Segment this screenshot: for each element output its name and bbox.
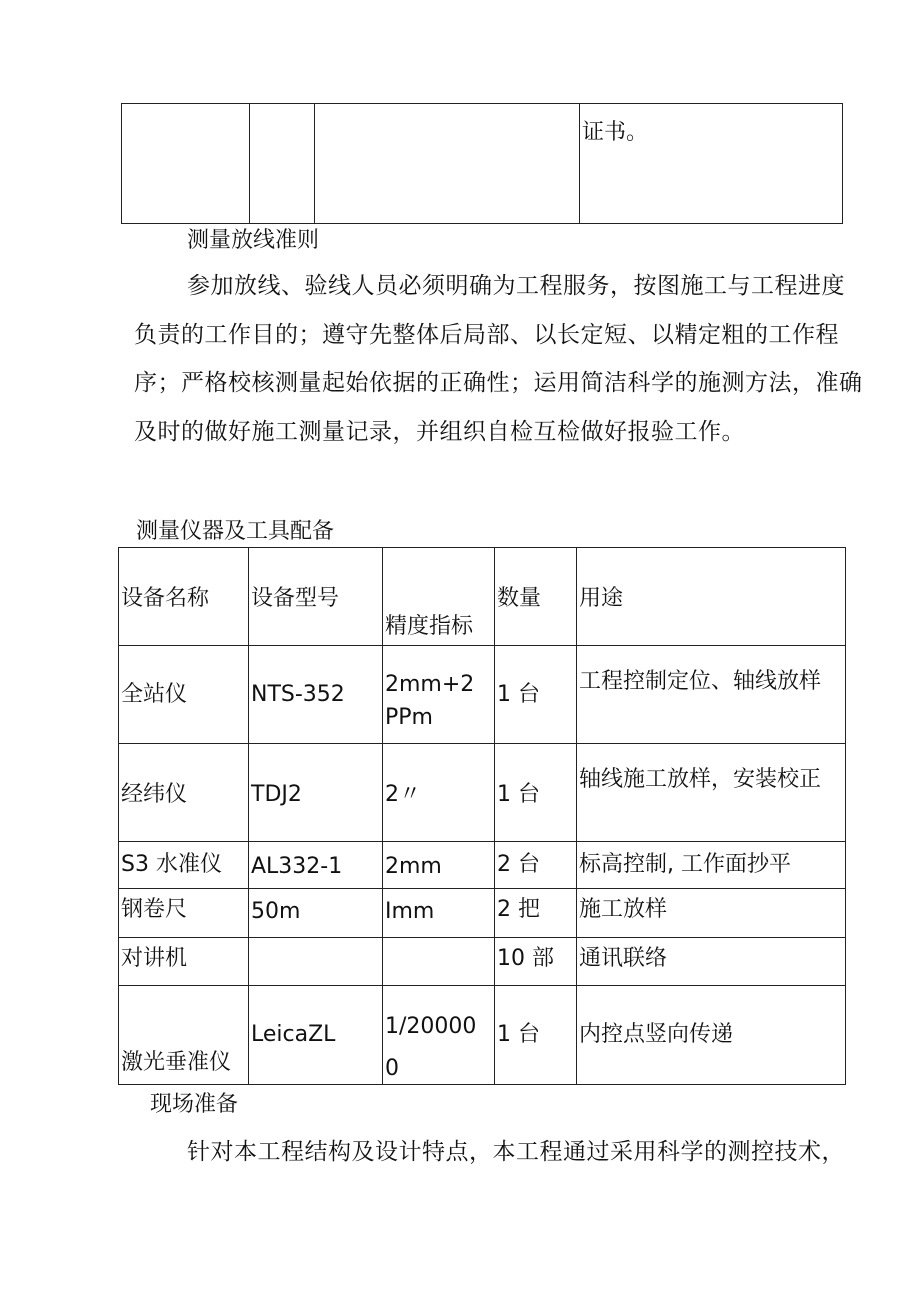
header-device-model: 设备型号	[249, 548, 383, 646]
row3-precision: 2mm	[385, 854, 442, 879]
header-usage: 用途	[577, 548, 846, 646]
row6-name: 激光垂准仪	[121, 1050, 232, 1075]
row3-name: S3 水准仪	[121, 852, 222, 877]
table-row	[119, 646, 846, 744]
header-precision: 精度指标	[383, 548, 495, 646]
top-table-cell-text: 证书。	[582, 120, 649, 145]
row4-precision: Imm	[385, 899, 435, 924]
top-table-cell-1	[122, 104, 250, 224]
row4-model: 50m	[251, 899, 301, 924]
row1-name: 全站仪	[121, 682, 188, 707]
section-heading-site-prep: 现场准备	[150, 1092, 239, 1117]
top-table-cell-2	[250, 104, 315, 224]
row2-precision: 2〃	[385, 782, 421, 807]
row2-qty: 1 台	[497, 782, 540, 807]
row1-qty: 1 台	[497, 682, 540, 707]
row2-model: TDJ2	[251, 782, 302, 807]
table-row	[119, 889, 846, 938]
top-table-cell-3	[315, 104, 580, 224]
row4-usage: 施工放样	[579, 897, 668, 922]
row4-name: 钢卷尺	[121, 897, 188, 922]
row6-usage: 内控点竖向传递	[579, 1022, 734, 1047]
row1-precision: 2mm+2PPm	[385, 672, 475, 730]
paragraph-site-prep: 针对本工程结构及设计特点，本工程通过采用科学的测控技术，	[187, 1139, 845, 1165]
table-row	[119, 842, 846, 889]
row5-qty: 10 部	[497, 946, 554, 971]
row3-usage: 标高控制, 工作面抄平	[579, 852, 791, 877]
row6-model: LeicaZL	[251, 1022, 336, 1047]
row6-qty: 1 台	[497, 1022, 540, 1047]
row5-name: 对讲机	[121, 946, 188, 971]
table-row	[119, 744, 846, 842]
table-row	[119, 938, 846, 986]
row1-model: NTS-352	[251, 682, 345, 707]
instrument-table	[118, 547, 846, 1085]
row3-model: AL332-1	[251, 854, 343, 879]
row2-usage: 轴线施工放样，安装校正	[579, 767, 822, 792]
top-table-cell-4	[580, 104, 843, 224]
top-table	[121, 103, 843, 224]
row6-precision: 1/200000	[385, 1014, 477, 1081]
header-quantity: 数量	[495, 548, 577, 646]
row3-qty: 2 台	[497, 852, 540, 877]
section-heading-survey-rules: 测量放线准则	[187, 228, 320, 253]
row2-name: 经纬仪	[121, 782, 188, 807]
row5-usage: 通讯联络	[579, 946, 668, 971]
table-header-row	[119, 548, 846, 646]
row1-usage: 工程控制定位、轴线放样	[579, 669, 822, 694]
header-device-name: 设备名称	[119, 548, 249, 646]
row4-qty: 2 把	[497, 897, 540, 922]
table-row	[119, 986, 846, 1085]
section-heading-instruments: 测量仪器及工具配备	[136, 519, 335, 544]
paragraph-survey-rules: 参加放线、验线人员必须明确为工程服务，按图施工与工程进度负责的工作目的；遵守先整体后局部、以长定短、以精定粗的工作程序；严格校核测量起始依据的正确性；运用简洁科学的施测方法，准确及时的做好施工测量记录，并组织自检互检做好报验工作。	[134, 273, 863, 445]
